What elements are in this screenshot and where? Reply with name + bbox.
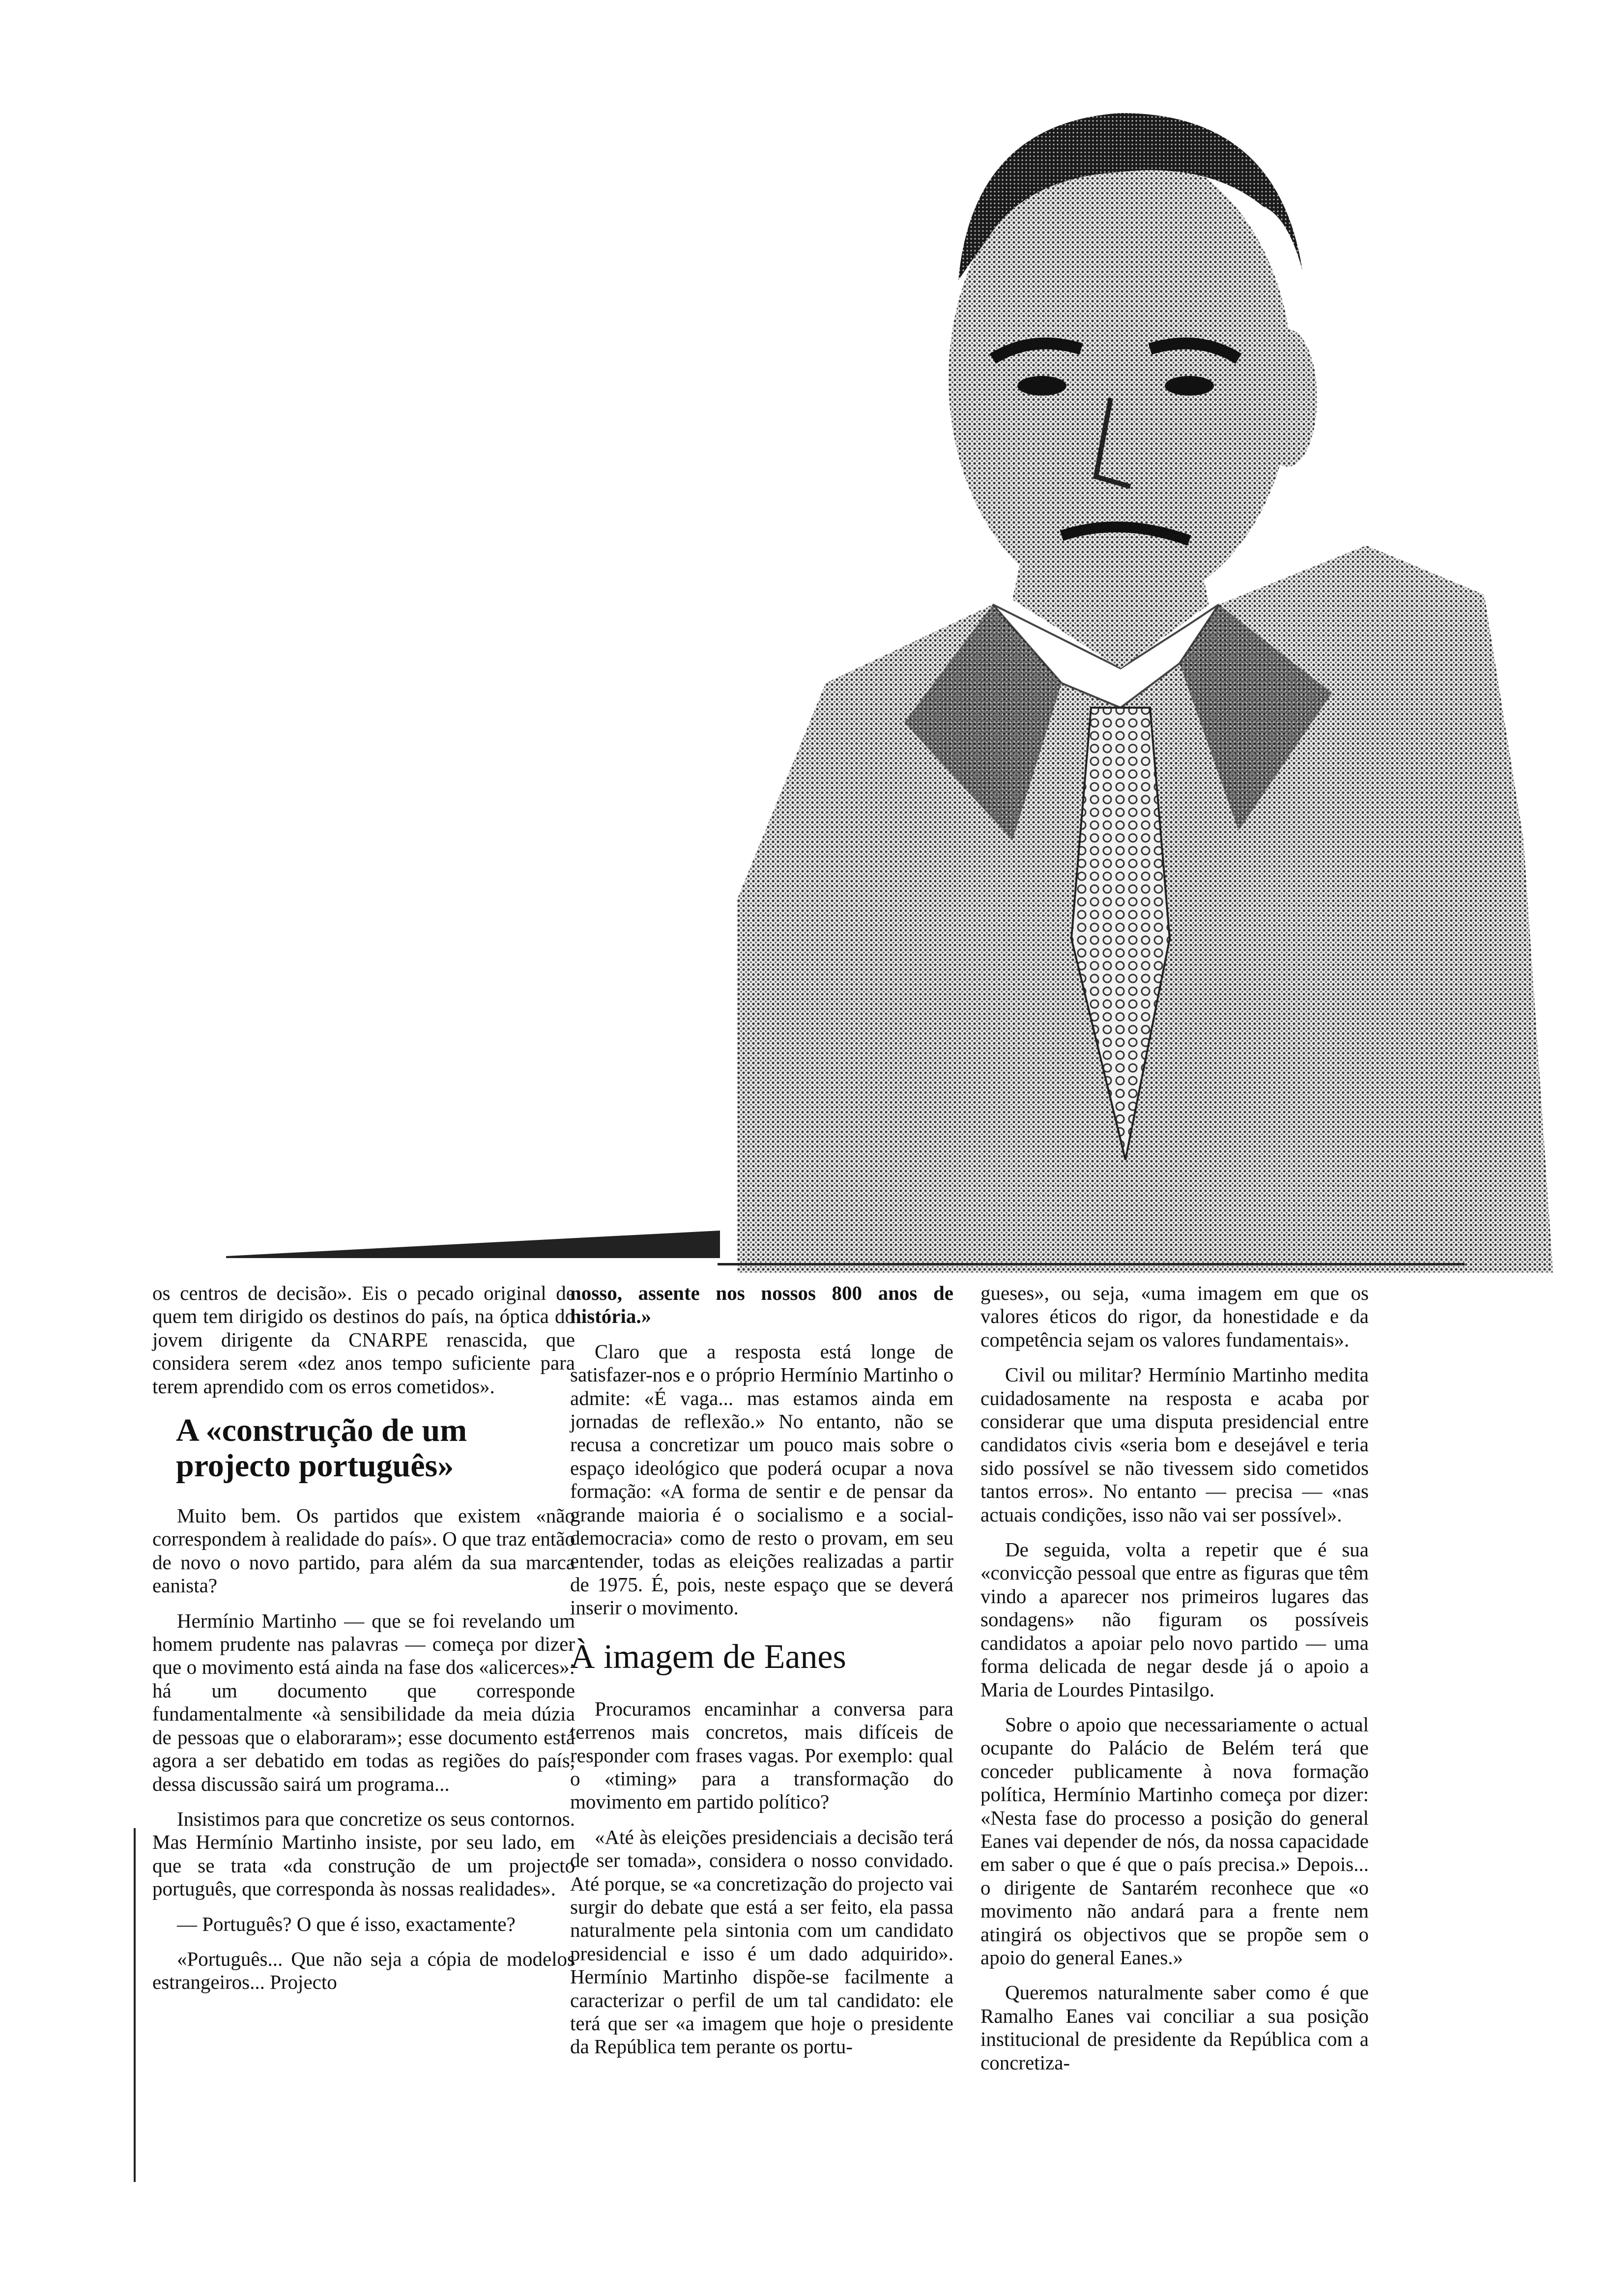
article-column-3 <box>980 1282 1369 2086</box>
paragraph: Queremos naturalmente saber como é que Ramalho Eanes vai conciliar a sua posição institucional de presidente da República com a concretiza- <box>980 1981 1369 2074</box>
paragraph: nosso, assente nos nossos 800 anos de história.» <box>570 1282 953 1328</box>
section-heading: À imagem de Eanes <box>570 1637 846 1676</box>
article-column-2 <box>570 1282 953 2070</box>
paragraph: Sobre o apoio que necessariamente o actual ocupante do Palácio de Belém terá que conceder publicamente à nova formação política, Hermínio Martinho começa por dizer: «Nesta fase do processo a posição do general Eanes vai depender de nós, da nossa capacidade em saber o que é que o país precisa.» Depois... o dirigente de Santarém reconhece que «o movimento não andará para a frente nem atingirá os objectivos que se propõe sem o apoio do general Eanes.» <box>980 1713 1369 1969</box>
decorative-rule <box>226 1229 720 1258</box>
paragraph: Civil ou militar? Hermínio Martinho medita cuidadosamente na resposta e acaba por considerar que uma disputa presidencial entre candidatos civis «seria bom e desejável e teria sido possível se não tivessem sido cometidos tantos erros». No entanto — precisa — «nas actuais condições, isso não vai ser possível». <box>980 1363 1369 1526</box>
paragraph: «Até às eleições presidenciais a decisão terá de ser tomada», considera o nosso convidado. Até porque, se «a concretização do projecto vai surgir do debate que está a ser feito, ela passa naturalmente pela sintonia com um candidato presidencial e isso é um dado adquirido». Hermínio Martinho dispõe-se facilmente a caracterizar o perfil de um tal candidato: ele terá que ser «a imagem que hoje o presidente da República tem perante os portu- <box>570 1825 953 2058</box>
paragraph: Claro que a resposta está longe de satisfazer-nos e o próprio Hermínio Martinho o admite: «É vaga... mas estamos ainda em jornadas de reflexão.» No entanto, não se recusa a concretizar um pouco mais sobre o espaço ideológico que poderá ocupar a nova formação: «A forma de sentir e de pensar da grande maioria é o socialismo e a social-democracia» como de resto o provam, em seu entender, todas as eleições realizadas a partir de 1975. É, pois, neste espaço que se deverá inserir o movimento. <box>570 1340 953 1619</box>
paragraph: Hermínio Martinho — que se foi revelando um homem prudente nas palavras — começa por dizer que o movimento está ainda na fase dos «alicerces»: há um documento que corresponde fundamentalmente «à sensibilidade da meia dúzia de pessoas que o elaboraram»; esse documento está agora a ser debatido em todas as regiões do país, dessa discussão sairá um programa... <box>152 1609 575 1795</box>
paragraph: Insistimos para que concretize os seus contornos. Mas Hermínio Martinho insiste, por seu lado, em que se trata «da construção de um projecto português, que corresponda às nossas realidades». <box>152 1807 575 1900</box>
paragraph: Muito bem. Os partidos que existem «não correspondem à realidade do país». O que traz então de novo o novo partido, para além da sua marca eanista? <box>152 1504 575 1597</box>
paragraph: «Português... Que não seja a cópia de modelos estrangeiros... Projecto <box>152 1947 575 1994</box>
margin-marker <box>134 1828 136 2182</box>
paragraph: gueses», ou seja, «uma imagem em que os valores éticos do rigor, da honestidade e da competência sejam os valores fundamentais». <box>980 1282 1369 1351</box>
section-heading: A «construção de um projecto português» <box>176 1412 467 1484</box>
paragraph: — Português? O que é isso, exactamente? <box>177 1912 516 1935</box>
paragraph: os centros de decisão». Eis o pecado original de quem tem dirigido os destinos do país, na óptica do jovem dirigente da CNARPE renascida, que considera serem «dez anos tempo suficiente para terem aprendido com os erros cometidos». <box>152 1282 575 1398</box>
paragraph: Procuramos encaminhar a conversa para terrenos mais concretos, mais difíceis de responder com frases vagas. Por exemplo: qual o «timing» para a transformação do movimento em partido político? <box>570 1697 953 1813</box>
portrait-photo <box>718 103 1563 1273</box>
article-column-1 <box>152 1282 575 2006</box>
paragraph: De seguida, volta a repetir que é sua «convicção pessoal que entre as figuras que têm vindo a aparecer nos primeiros lugares das sondagens» não figuram os possíveis candidatos a apoiar pelo novo partido — uma forma delicada de negar desde já o apoio a Maria de Lourdes Pintasilgo. <box>980 1538 1369 1701</box>
